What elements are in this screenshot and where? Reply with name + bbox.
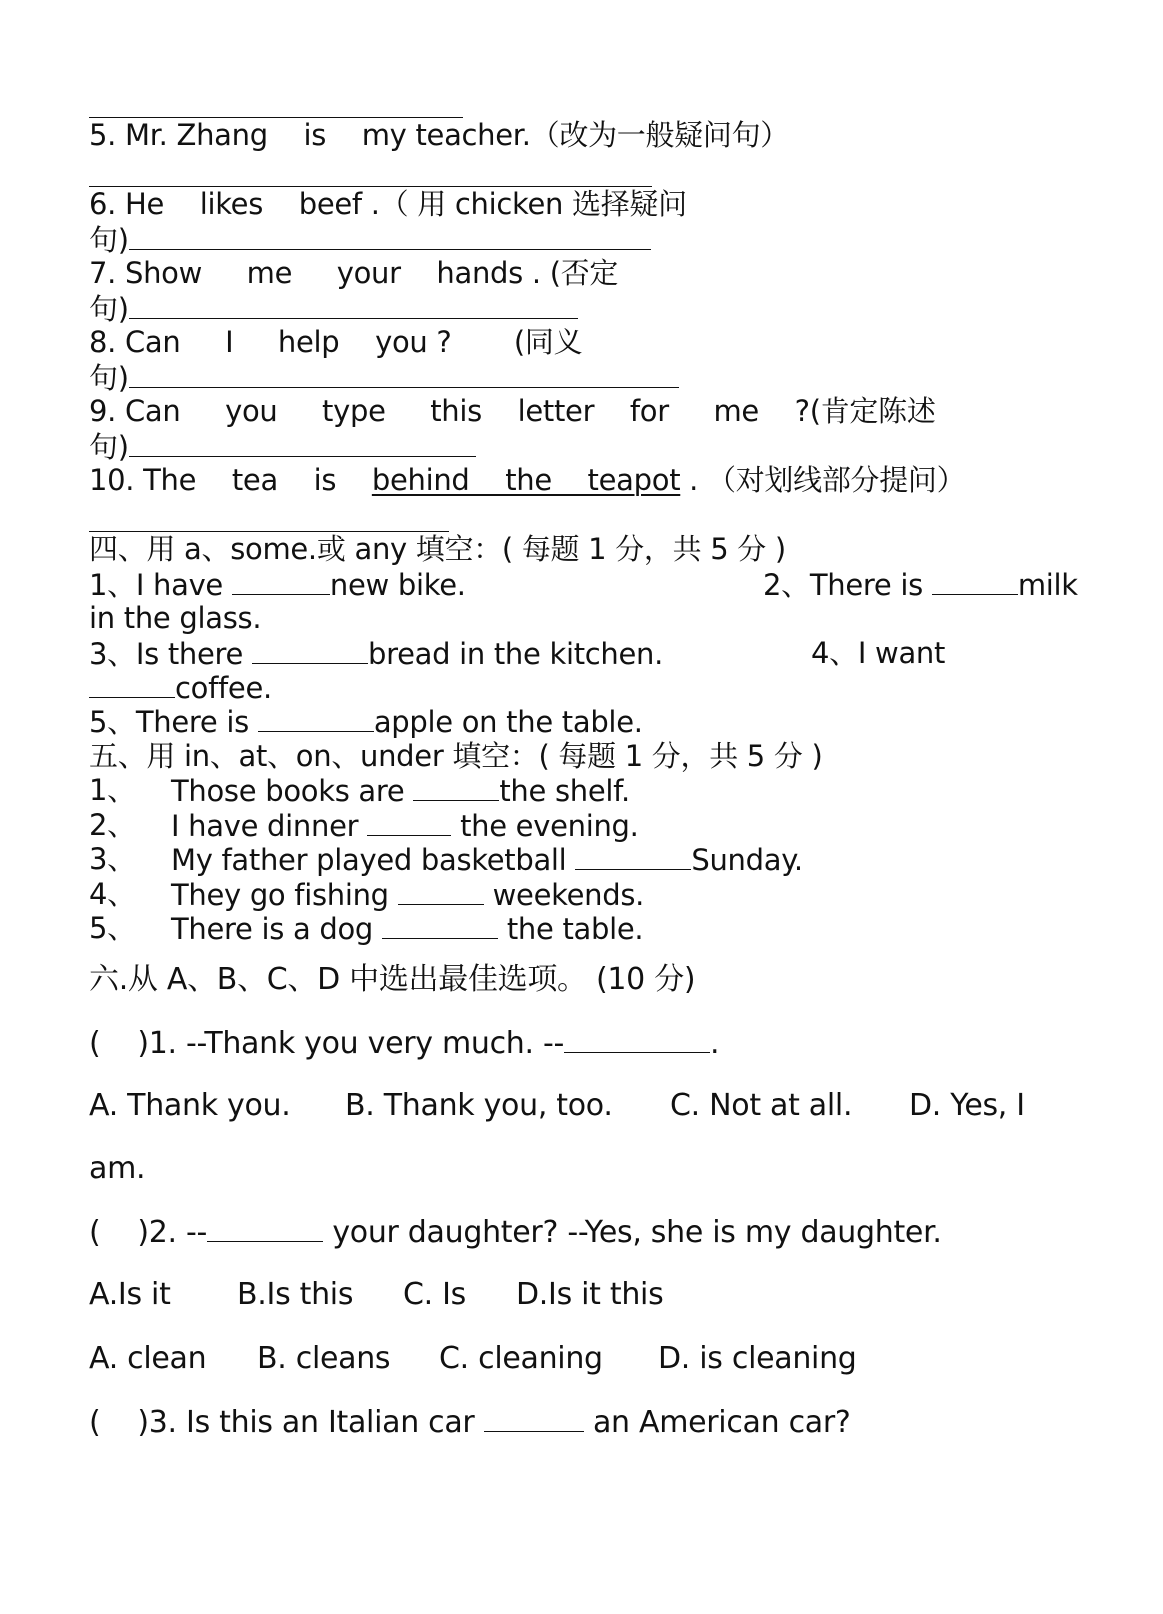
s6-q2-end: your daughter? --Yes, she is my daughter.	[323, 1215, 942, 1250]
s4-item-2-end: milk	[1017, 568, 1078, 602]
s6-extra-option-c: C. cleaning	[439, 1341, 603, 1376]
s5-num-4: 4、	[89, 877, 136, 911]
s6-q2	[89, 1214, 942, 1251]
s6-q2-paren[interactable]: ( )	[89, 1215, 149, 1250]
s6-extra-option-d: D. is cleaning	[658, 1341, 857, 1376]
s4-item-2	[763, 567, 1078, 602]
s5-num-5: 5、	[89, 911, 136, 945]
s4-item-4: 4、I want	[811, 636, 946, 670]
question-8-cont-text: 句)	[89, 361, 129, 395]
question-9: 9. Can you type this letter for me ?(肯定陈述	[89, 394, 936, 428]
s5-item-4	[171, 877, 644, 912]
s6-q3-paren[interactable]: ( )	[89, 1405, 149, 1440]
s6-q1-option-d-cont: am.	[89, 1151, 146, 1186]
s6-q2-option-a: A.Is it	[89, 1277, 171, 1312]
s5-num-1: 1、	[89, 773, 136, 807]
s5-item-2-end: the evening.	[451, 809, 639, 843]
s5-item-2	[171, 808, 639, 843]
question-7-cont	[89, 291, 578, 326]
s6-q2-option-d: D.Is it this	[516, 1277, 664, 1312]
answer-blank-q9[interactable]	[129, 429, 476, 457]
s6-q1-text: 1. --Thank you very much. --	[148, 1026, 565, 1061]
answer-blank-q8[interactable]	[129, 360, 679, 388]
s4-item-1-end: new bike.	[329, 568, 466, 602]
s4-blank-4[interactable]	[89, 670, 175, 698]
s6-q1-option-b: B. Thank you, too.	[345, 1088, 613, 1123]
s4-item-3-text: 3、Is there	[89, 637, 252, 671]
question-9-cont-text: 句)	[89, 430, 129, 464]
s5-item-5	[171, 911, 643, 946]
s6-q3-text: 3. Is this an Italian car	[148, 1405, 484, 1440]
s4-item-5	[89, 704, 643, 739]
s5-num-2: 2、	[89, 808, 136, 842]
s6-q1-option-a: A. Thank you.	[89, 1088, 291, 1123]
s6-q1	[89, 1025, 719, 1062]
s5-item-2-text: I have dinner	[171, 809, 368, 843]
s4-item-4-cont	[89, 670, 272, 705]
question-8-cont	[89, 360, 679, 395]
s5-blank-2[interactable]	[367, 808, 451, 836]
s6-q2-option-c: C. Is	[403, 1277, 466, 1312]
s4-blank-3[interactable]	[252, 636, 368, 664]
question-10-before: 10. The tea is	[89, 463, 372, 497]
s6-q3-blank[interactable]	[484, 1404, 584, 1432]
s6-q1-blank[interactable]	[564, 1025, 710, 1053]
question-8: 8. Can I help you ? (同义	[89, 325, 583, 359]
s4-blank-2[interactable]	[932, 567, 1018, 595]
s5-item-5-end: the table.	[497, 912, 644, 946]
s5-item-1-end: the shelf.	[499, 774, 630, 808]
section-6-heading: 六.从 A、B、C、D 中选出最佳选项。 (10 分)	[89, 962, 696, 997]
question-10	[89, 463, 965, 497]
question-6-cont-text: 句)	[89, 223, 129, 257]
s6-extra-option-b: B. cleans	[257, 1341, 391, 1376]
s6-q1-option-d: D. Yes, I	[909, 1088, 1025, 1123]
question-7-cont-text: 句)	[89, 292, 129, 326]
answer-blank-q6[interactable]	[129, 222, 651, 250]
s6-q3	[89, 1404, 851, 1441]
s6-q3-end: an American car?	[583, 1405, 851, 1440]
question-10-underlined: behind the teapot	[371, 463, 681, 497]
s4-item-2-text: 2、There is	[763, 568, 932, 602]
answer-blank-q7[interactable]	[129, 291, 578, 319]
s4-item-3-end: bread in the kitchen.	[367, 637, 664, 671]
s5-item-5-text: There is a dog	[171, 912, 382, 946]
s4-item-5-text: 5、There is	[89, 705, 258, 739]
s4-item-3	[89, 636, 663, 671]
s5-item-3-end: Sunday.	[691, 843, 803, 877]
s6-extra-option-a: A. clean	[89, 1341, 207, 1376]
question-5: 5. Mr. Zhang is my teacher.（改为一般疑问句）	[89, 118, 789, 152]
s5-item-4-end: weekends.	[483, 878, 645, 912]
s5-blank-4[interactable]	[398, 877, 484, 905]
s6-q2-option-b: B.Is this	[237, 1277, 354, 1312]
s4-item-1-text: 1、I have	[89, 568, 232, 602]
s4-blank-1[interactable]	[232, 567, 330, 595]
section-4-heading: 四、用 a、some.或 any 填空：( 每题 1 分，共 5 分 )	[89, 532, 786, 566]
s4-item-2-cont: in the glass.	[89, 601, 262, 635]
s6-q1-option-c: C. Not at all.	[670, 1088, 853, 1123]
section-5-heading: 五、用 in、at、on、under 填空：( 每题 1 分，共 5 分 )	[89, 739, 823, 773]
s5-num-3: 3、	[89, 842, 136, 876]
question-6: 6. He likes beef .（ 用 chicken 选择疑问	[89, 187, 687, 221]
s6-q2-blank[interactable]	[207, 1214, 323, 1242]
s4-item-1	[89, 567, 466, 602]
s5-blank-5[interactable]	[382, 911, 498, 939]
question-7: 7. Show me your hands . (否定	[89, 256, 619, 290]
s6-q1-end: .	[710, 1026, 720, 1061]
question-10-after: . （对划线部分提问）	[680, 463, 966, 497]
s4-blank-5[interactable]	[258, 704, 374, 732]
s4-item-4-end: coffee.	[175, 671, 272, 705]
s5-blank-3[interactable]	[575, 842, 691, 870]
s5-item-1-text: Those books are	[171, 774, 414, 808]
s6-q2-text: 2. --	[148, 1215, 208, 1250]
s5-blank-1[interactable]	[413, 773, 499, 801]
s5-item-3	[171, 842, 803, 877]
s5-item-4-text: They go fishing	[171, 878, 398, 912]
s4-item-5-end: apple on the table.	[373, 705, 643, 739]
s5-item-1	[171, 773, 630, 808]
s5-item-3-text: My father played basketball	[171, 843, 576, 877]
question-6-cont	[89, 222, 651, 257]
question-9-cont	[89, 429, 476, 464]
s6-q1-paren[interactable]: ( )	[89, 1026, 149, 1061]
